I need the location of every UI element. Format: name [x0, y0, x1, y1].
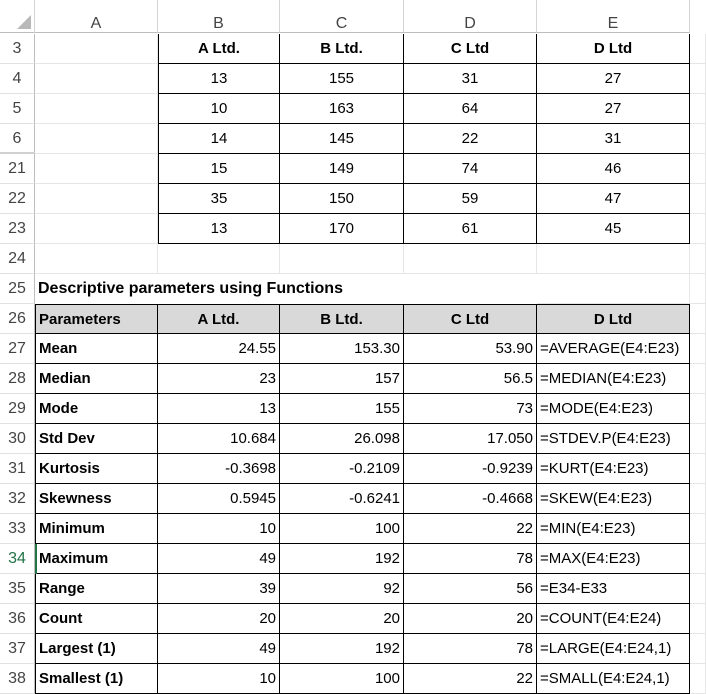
table2-value-d[interactable]: 78 — [404, 544, 537, 574]
row-header[interactable]: 23 — [0, 214, 35, 244]
cell-blank[interactable] — [404, 244, 537, 274]
row-header[interactable]: 33 — [0, 514, 35, 544]
row-28 — [0, 364, 706, 394]
cell-a3[interactable] — [35, 34, 158, 64]
table2-value-d[interactable]: 78 — [404, 634, 537, 664]
table1-cell-c[interactable]: 145 — [280, 124, 404, 154]
table1-cell-e[interactable]: 45 — [537, 214, 690, 244]
column-header-e[interactable]: E — [537, 0, 690, 33]
cell-a[interactable] — [35, 124, 158, 154]
parameter-label[interactable]: Mean — [35, 334, 158, 364]
row-36 — [0, 604, 706, 634]
table2-header-a[interactable]: Parameters — [35, 304, 158, 334]
row-header[interactable]: 37 — [0, 634, 35, 664]
row-header[interactable]: 28 — [0, 364, 35, 394]
row-25 — [0, 274, 706, 304]
formula-cell[interactable]: =STDEV.P(E4:E23) — [537, 424, 690, 454]
formula-cell[interactable]: =COUNT(E4:E24) — [537, 604, 690, 634]
table2-value-c[interactable]: 100 — [280, 514, 404, 544]
table1-cell-d[interactable]: 61 — [404, 214, 537, 244]
cell-f[interactable] — [690, 214, 706, 244]
formula-cell[interactable]: =SMALL(E4:E24,1) — [537, 664, 690, 694]
section-title[interactable]: Descriptive parameters using Functions — [38, 280, 343, 297]
cell-f[interactable] — [690, 334, 706, 364]
table2-value-b[interactable]: -0.3698 — [158, 454, 280, 484]
table2-header-c[interactable]: B Ltd. — [280, 304, 404, 334]
row-4 — [0, 64, 706, 94]
table2-value-b[interactable]: 39 — [158, 574, 280, 604]
parameter-label[interactable]: Skewness — [35, 484, 158, 514]
table2-value-b[interactable]: 10.684 — [158, 424, 280, 454]
table2-value-d[interactable]: 22 — [404, 664, 537, 694]
row-header[interactable]: 3 — [0, 34, 35, 64]
cell-f[interactable] — [690, 484, 706, 514]
table2-value-b[interactable]: 24.55 — [158, 334, 280, 364]
row-header[interactable]: 29 — [0, 394, 35, 424]
cell-f[interactable] — [690, 274, 706, 304]
cell-f[interactable] — [690, 574, 706, 604]
table2-value-d[interactable]: -0.4668 — [404, 484, 537, 514]
table2-value-c[interactable]: -0.6241 — [280, 484, 404, 514]
table2-value-b[interactable]: 49 — [158, 544, 280, 574]
cell-f[interactable] — [690, 304, 706, 334]
cell-f[interactable] — [690, 634, 706, 664]
parameter-label[interactable]: Range — [35, 574, 158, 604]
formula-cell[interactable]: =LARGE(E4:E24,1) — [537, 634, 690, 664]
parameter-label[interactable]: Median — [35, 364, 158, 394]
table2-value-d[interactable]: 22 — [404, 514, 537, 544]
parameter-label[interactable]: Kurtosis — [35, 454, 158, 484]
row-header[interactable]: 5 — [0, 94, 35, 124]
row-header[interactable]: 6 — [0, 124, 35, 154]
table2-value-b[interactable]: 23 — [158, 364, 280, 394]
row-header[interactable]: 4 — [0, 64, 35, 94]
parameter-label[interactable]: Largest (1) — [35, 634, 158, 664]
row-header[interactable]: 21 — [0, 154, 35, 184]
table1-header-d[interactable]: C Ltd — [404, 34, 537, 64]
row-header[interactable]: 31 — [0, 454, 35, 484]
cell-f[interactable] — [690, 514, 706, 544]
table2-value-c[interactable]: 100 — [280, 664, 404, 694]
cell-a[interactable] — [35, 214, 158, 244]
cell-f[interactable] — [690, 394, 706, 424]
table1-cell-b[interactable]: 15 — [158, 154, 280, 184]
parameter-label[interactable]: Maximum — [35, 544, 158, 574]
cell-f[interactable] — [690, 124, 706, 154]
row-6 — [0, 124, 706, 154]
table1-cell-d[interactable]: 64 — [404, 94, 537, 124]
row-37 — [0, 634, 706, 664]
row-34 — [0, 544, 706, 574]
table2-value-c[interactable]: 192 — [280, 634, 404, 664]
cell-f[interactable] — [690, 664, 706, 694]
formula-cell[interactable]: =MODE(E4:E23) — [537, 394, 690, 424]
table1-cell-c[interactable]: 155 — [280, 64, 404, 94]
row-header[interactable]: 35 — [0, 574, 35, 604]
cell-f[interactable] — [690, 94, 706, 124]
table2-value-b[interactable]: 10 — [158, 514, 280, 544]
cell-blank[interactable] — [280, 244, 404, 274]
table1-header-e[interactable]: D Ltd — [537, 34, 690, 64]
table1-cell-c[interactable]: 150 — [280, 184, 404, 214]
row-23 — [0, 214, 706, 244]
row-26 — [0, 304, 706, 334]
row-30 — [0, 424, 706, 454]
row-3 — [0, 34, 706, 64]
formula-cell[interactable]: =MIN(E4:E23) — [537, 514, 690, 544]
table2-value-d[interactable]: 17.050 — [404, 424, 537, 454]
cell-e25[interactable] — [537, 274, 690, 304]
table1-cell-e[interactable]: 47 — [537, 184, 690, 214]
table2-header-b[interactable]: A Ltd. — [158, 304, 280, 334]
cell-a24[interactable] — [35, 244, 158, 274]
cell-a[interactable] — [35, 154, 158, 184]
select-all-corner[interactable] — [0, 0, 35, 33]
column-header-c[interactable]: C — [280, 0, 404, 33]
parameter-label[interactable]: Count — [35, 604, 158, 634]
row-header[interactable]: 25 — [0, 274, 35, 304]
row-header[interactable]: 22 — [0, 184, 35, 214]
table2-value-d[interactable]: 53.90 — [404, 334, 537, 364]
table1-cell-b[interactable]: 10 — [158, 94, 280, 124]
cell-blank[interactable] — [537, 244, 690, 274]
formula-cell[interactable]: =MAX(E4:E23) — [537, 544, 690, 574]
row-header[interactable]: 36 — [0, 604, 35, 634]
table1-cell-c[interactable]: 163 — [280, 94, 404, 124]
row-35 — [0, 574, 706, 604]
cell-a[interactable] — [35, 94, 158, 124]
cell-a[interactable] — [35, 184, 158, 214]
table1-cell-d[interactable]: 59 — [404, 184, 537, 214]
cell-f[interactable] — [690, 34, 706, 64]
table2-value-d[interactable]: 56 — [404, 574, 537, 604]
table1-header-b[interactable]: A Ltd. — [158, 34, 280, 64]
row-header[interactable]: 30 — [0, 424, 35, 454]
table2-value-d[interactable]: 56.5 — [404, 364, 537, 394]
table2-value-b[interactable]: 13 — [158, 394, 280, 424]
table2-value-d[interactable]: 20 — [404, 604, 537, 634]
parameter-label[interactable]: Std Dev — [35, 424, 158, 454]
row-31 — [0, 454, 706, 484]
row-33 — [0, 514, 706, 544]
cell-f[interactable] — [690, 154, 706, 184]
parameter-label[interactable]: Smallest (1) — [35, 664, 158, 694]
row-32 — [0, 484, 706, 514]
row-29 — [0, 394, 706, 424]
row-header[interactable]: 32 — [0, 484, 35, 514]
row-header[interactable]: 24 — [0, 244, 35, 274]
table1-cell-d[interactable]: 31 — [404, 64, 537, 94]
table1-cell-e[interactable]: 27 — [537, 94, 690, 124]
table2-value-b[interactable]: 20 — [158, 604, 280, 634]
row-24 — [0, 244, 706, 274]
row-header[interactable]: 27 — [0, 334, 35, 364]
table2-value-c[interactable]: 20 — [280, 604, 404, 634]
parameter-label[interactable]: Mode — [35, 394, 158, 424]
table1-header-c[interactable]: B Ltd. — [280, 34, 404, 64]
formula-cell[interactable]: =SKEW(E4:E23) — [537, 484, 690, 514]
table2-value-c[interactable]: 153.30 — [280, 334, 404, 364]
table2-value-b[interactable]: 0.5945 — [158, 484, 280, 514]
row-5 — [0, 94, 706, 124]
table1-cell-c[interactable]: 149 — [280, 154, 404, 184]
table2-value-c[interactable]: 26.098 — [280, 424, 404, 454]
table1-cell-d[interactable]: 74 — [404, 154, 537, 184]
formula-cell[interactable]: =E34-E33 — [537, 574, 690, 604]
cell-f[interactable] — [690, 184, 706, 214]
table2-value-c[interactable]: 192 — [280, 544, 404, 574]
row-38 — [0, 664, 706, 694]
row-22 — [0, 184, 706, 214]
table1-cell-c[interactable]: 170 — [280, 214, 404, 244]
table1-cell-b[interactable]: 13 — [158, 214, 280, 244]
cell-blank[interactable] — [158, 244, 280, 274]
row-21 — [0, 154, 706, 184]
table2-value-d[interactable]: -0.9239 — [404, 454, 537, 484]
parameter-label[interactable]: Minimum — [35, 514, 158, 544]
column-header-b[interactable]: B — [158, 0, 280, 33]
table1-cell-b[interactable]: 13 — [158, 64, 280, 94]
table2-value-c[interactable]: 155 — [280, 394, 404, 424]
active-cell-indicator — [35, 544, 37, 574]
cell-f[interactable] — [690, 424, 706, 454]
table1-cell-e[interactable]: 46 — [537, 154, 690, 184]
table2-header-d[interactable]: C Ltd — [404, 304, 537, 334]
cell-a[interactable] — [35, 64, 158, 94]
formula-cell[interactable]: =AVERAGE(E4:E23) — [537, 334, 690, 364]
column-header-a[interactable]: A — [35, 0, 158, 33]
formula-cell[interactable]: =KURT(E4:E23) — [537, 454, 690, 484]
table1-cell-b[interactable]: 14 — [158, 124, 280, 154]
table1-cell-e[interactable]: 27 — [537, 64, 690, 94]
table1-cell-e[interactable]: 31 — [537, 124, 690, 154]
table1-cell-d[interactable]: 22 — [404, 124, 537, 154]
table2-value-b[interactable]: 10 — [158, 664, 280, 694]
table2-value-c[interactable]: 157 — [280, 364, 404, 394]
row-header[interactable]: 34 — [0, 544, 35, 574]
table2-value-b[interactable]: 49 — [158, 634, 280, 664]
formula-cell[interactable]: =MEDIAN(E4:E23) — [537, 364, 690, 394]
column-header-bar — [0, 0, 706, 34]
table2-value-c[interactable]: 92 — [280, 574, 404, 604]
table2-value-d[interactable]: 73 — [404, 394, 537, 424]
table2-value-c[interactable]: -0.2109 — [280, 454, 404, 484]
row-header[interactable]: 26 — [0, 304, 35, 334]
table2-header-e[interactable]: D Ltd — [537, 304, 690, 334]
cell-f[interactable] — [690, 244, 706, 274]
column-header-d[interactable]: D — [404, 0, 537, 33]
cell-f[interactable] — [690, 454, 706, 484]
cell-f[interactable] — [690, 364, 706, 394]
select-all-triangle-icon — [17, 15, 31, 29]
table1-cell-b[interactable]: 35 — [158, 184, 280, 214]
row-27 — [0, 334, 706, 364]
cell-f[interactable] — [690, 544, 706, 574]
row-header[interactable]: 38 — [0, 664, 35, 694]
cell-f[interactable] — [690, 604, 706, 634]
cell-f[interactable] — [690, 64, 706, 94]
